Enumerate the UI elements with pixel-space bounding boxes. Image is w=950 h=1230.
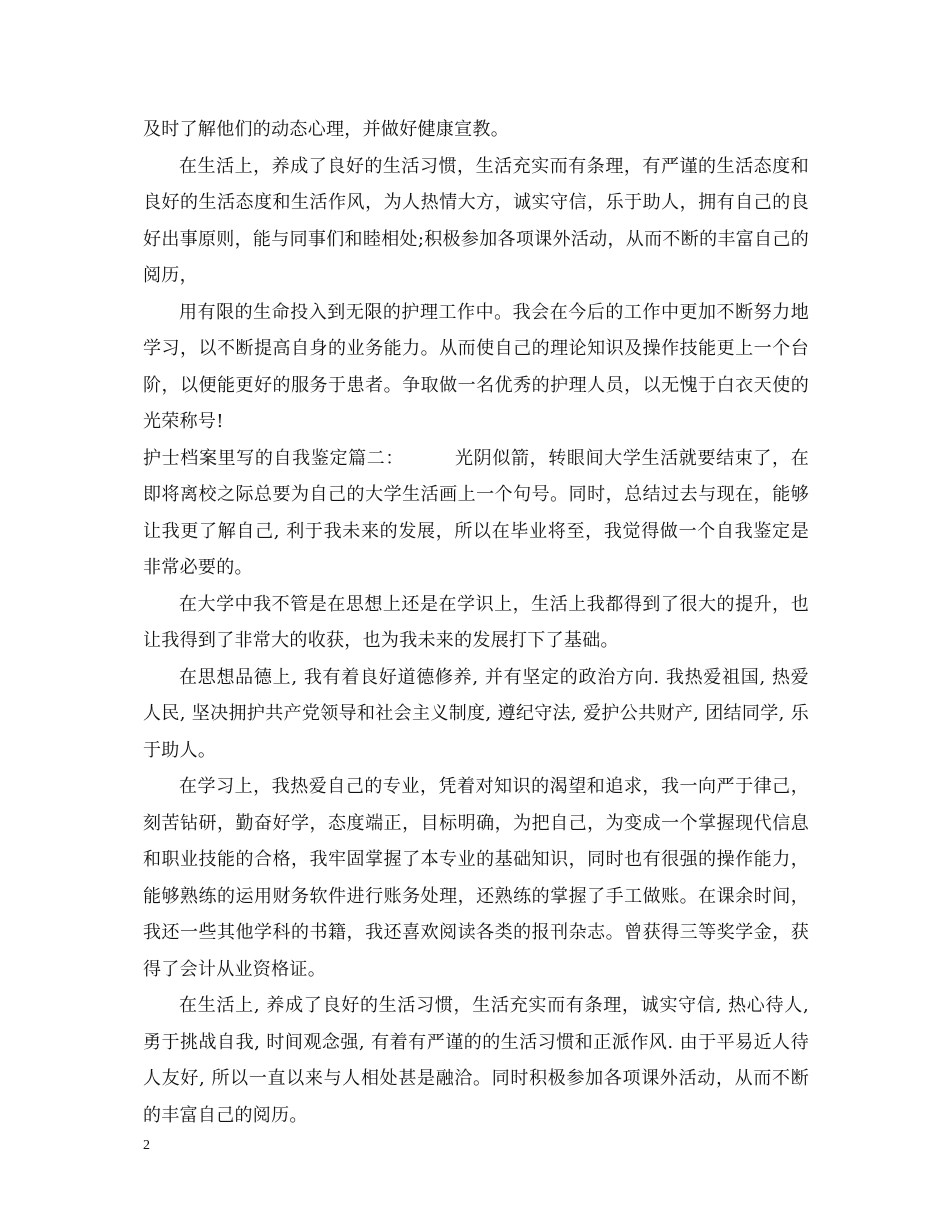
page-number: 2 xyxy=(143,1138,150,1153)
paragraph-4-section-heading: 护士档案里写的自我鉴定篇二： 光阴似箭，转眼间大学生活就要结束了，在即将离校之际总要为自己的大学生活画上一个句号。同时，总结过去与现在，能够让我更了解自己, 利于我未来的发展，所以在毕业将至，我觉得做一个自我鉴定是非常必要的。 xyxy=(143,447,809,578)
paragraph-2: 在生活上，养成了良好的生活习惯，生活充实而有条理，有严谨的生活态度和良好的生活态度和生活作风，为人热情大方，诚实守信，乐于助人，拥有自己的良好出事原则，能与同事们和睦相处;积极参加各项课外活动，从而不断的丰富自己的阅历， xyxy=(143,155,809,286)
paragraph-6: 在思想品德上, 我有着良好道德修养, 并有坚定的政治方向. 我热爱祖国, 热爱人民, 坚决拥护共产党领导和社会主义制度, 遵纪守法, 爱护公共财产, 团结同学, 乐于助人。 xyxy=(143,666,809,761)
paragraph-8: 在生活上, 养成了良好的生活习惯，生活充实而有条理，诚实守信, 热心待人, 勇于挑战自我, 时间观念强, 有着有严谨的的生活习惯和正派作风. 由于平易近人待人友好, 所以一直以来与人相处甚是融洽。同时积极参加各项课外活动，从而不断的丰富自己的阅历。 xyxy=(143,995,816,1126)
paragraph-5: 在大学中我不管是在思想上还是在学识上，生活上我都得到了很大的提升，也让我得到了非常大的收获，也为我未来的发展打下了基础。 xyxy=(143,593,809,651)
paragraph-1: 及时了解他们的动态心理，并做好健康宣教。 xyxy=(143,119,509,140)
paragraph-7: 在学习上，我热爱自己的专业，凭着对知识的渴望和追求，我一向严于律己，刻苦钻研，勤奋好学，态度端正，目标明确，为把自己，为变成一个掌握现代信息和职业技能的合格，我牢固掌握了本专业的基础知识，同时也有很强的操作能力，能够熟练的运用财务软件进行账务处理，还熟练的掌握了手工做账。在课余时间，我还一些其他学科的书籍，我还喜欢阅读各类的报刊杂志。曾获得三等奖学金，获得了会计从业资格证。 xyxy=(143,776,809,980)
paragraph-3: 用有限的生命投入到无限的护理工作中。我会在今后的工作中更加不断努力地学习，以不断提高自身的业务能力。从而使自己的理论知识及操作技能更上一个台阶，以便能更好的服务于患者。争取做一名优秀的护理人员，以无愧于白衣天使的光荣称号! xyxy=(143,301,809,432)
document-body xyxy=(143,112,816,1134)
